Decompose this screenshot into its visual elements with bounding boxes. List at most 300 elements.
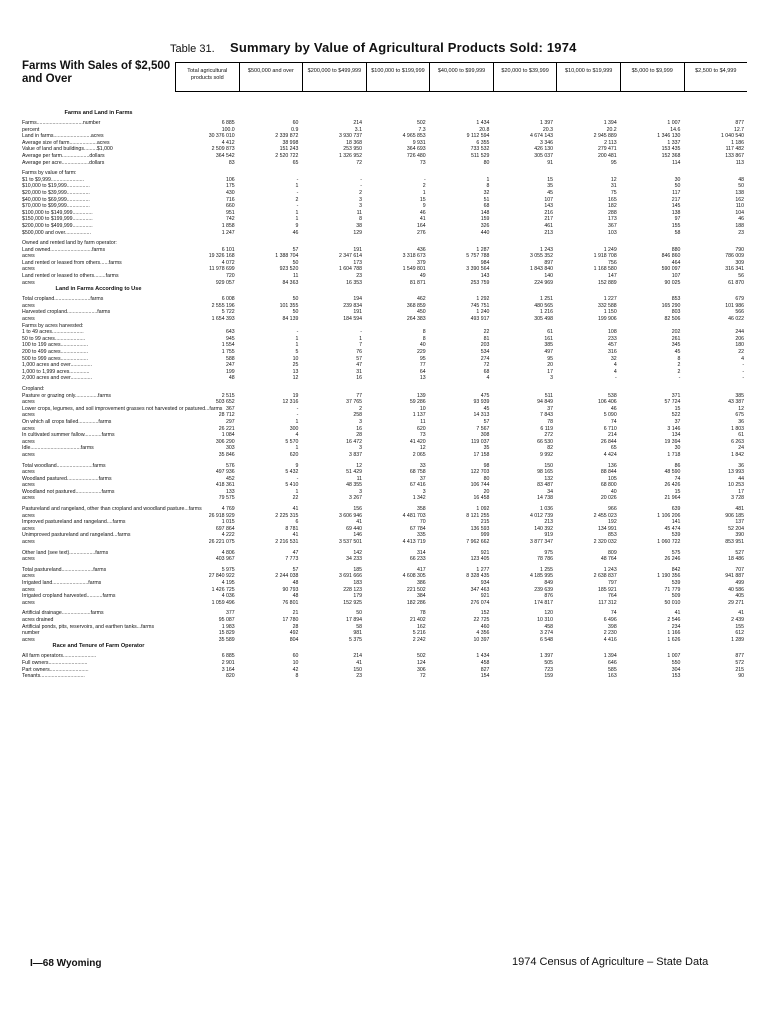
table-cell: 304 xyxy=(671,666,681,673)
table-cell: 6 xyxy=(295,519,299,526)
table-cell: 3 xyxy=(422,488,426,495)
row-label: Average size of farm...................acres xyxy=(22,139,110,146)
table-cell: 15 xyxy=(419,196,426,203)
table-row xyxy=(22,253,748,260)
table-cell: 79 575 xyxy=(218,495,235,502)
table-cell: 150 xyxy=(544,462,554,469)
table-cell xyxy=(493,323,557,330)
table-cell: 14.6 xyxy=(670,126,681,133)
row-label: acres xyxy=(22,399,35,406)
row-label: Improved pastureland and rangeland....farms xyxy=(22,519,126,526)
table-cell: 464 xyxy=(671,259,681,266)
table-cell: 36 xyxy=(738,418,745,425)
table-cell: 1 394 xyxy=(603,653,617,660)
table-cell: 612 xyxy=(735,630,745,637)
table-cell: 941 887 xyxy=(725,573,745,580)
table-cell: 84 139 xyxy=(282,316,299,323)
table-cell: 44 xyxy=(738,475,745,482)
table-cell: 75 xyxy=(610,189,617,196)
table-cell: 804 xyxy=(289,636,299,643)
row-label: 100 to 199 acres................... xyxy=(22,342,89,349)
table-cell xyxy=(366,323,430,330)
table-cell: 15 xyxy=(547,176,554,183)
table-row xyxy=(22,600,748,607)
table-cell: 3 xyxy=(359,418,363,425)
table-cell: 897 xyxy=(544,259,554,266)
row-label: Owned and rented land by farm operator: xyxy=(22,240,117,247)
table-cell: - xyxy=(423,176,426,183)
table-cell xyxy=(239,240,303,247)
row-label: $500,000 and over.................. xyxy=(22,229,91,236)
table-cell: 18 368 xyxy=(346,139,363,146)
table-cell: 185 xyxy=(353,566,363,573)
table-row xyxy=(22,190,748,197)
table-cell: 3 164 xyxy=(221,666,235,673)
table-cell: 306 xyxy=(417,666,426,673)
table-cell: 140 xyxy=(544,273,554,280)
table-cell: 134 xyxy=(671,432,681,439)
table-row xyxy=(22,550,748,557)
table-cell: 756 xyxy=(608,259,617,266)
table-cell: 503 652 xyxy=(215,399,235,406)
table-cell: 152 xyxy=(480,610,490,617)
table-cell: 5 410 xyxy=(285,482,299,489)
table-cell: 215 xyxy=(480,519,490,526)
table-cell: 417 xyxy=(417,566,426,573)
table-cell: 74 xyxy=(610,610,617,617)
table-cell: 22 725 xyxy=(473,616,490,623)
table-cell: - xyxy=(360,183,363,190)
table-cell: 46 xyxy=(610,405,617,412)
table-cell: 133 867 xyxy=(725,152,745,159)
table-cell: 6 008 xyxy=(221,296,235,303)
table-cell: 733 532 xyxy=(470,146,490,153)
table-cell: 620 xyxy=(417,425,426,432)
table-cell: 90 793 xyxy=(282,586,299,593)
table-cell: 48 590 xyxy=(664,469,681,476)
table-row xyxy=(22,316,748,323)
table-cell: 6 885 xyxy=(221,120,235,126)
table-cell: 306 290 xyxy=(215,438,235,445)
table-cell: 141 xyxy=(671,519,681,526)
row-label: Total woodland.........................farms xyxy=(22,462,106,469)
row-label: $10,000 to $19,999................ xyxy=(22,183,90,190)
table-cell: 0.9 xyxy=(291,126,299,133)
table-cell: 590 097 xyxy=(661,266,681,273)
table-cell: 314 xyxy=(417,549,426,556)
table-cell: 173 xyxy=(608,216,617,223)
table-cell: 10 310 xyxy=(537,616,554,623)
table-cell: 6 101 xyxy=(221,246,235,253)
table-cell: 175 xyxy=(226,183,235,190)
table-cell: 65 xyxy=(610,445,617,452)
table-cell: 66 233 xyxy=(409,556,426,563)
table-cell: 20 026 xyxy=(600,495,617,502)
table-cell: 6 119 xyxy=(540,425,554,432)
table-row xyxy=(22,216,748,223)
table-cell: 951 xyxy=(226,209,235,216)
table-cell: 21 402 xyxy=(409,616,426,623)
row-label: acres xyxy=(22,438,35,445)
table-cell: 11 xyxy=(356,209,363,216)
table-cell: 41 xyxy=(738,610,745,617)
table-cell: 4 012 739 xyxy=(529,512,554,519)
table-cell: 29 271 xyxy=(728,599,745,606)
table-cell xyxy=(239,386,303,393)
table-cell: 107 xyxy=(544,196,554,203)
table-cell: 72 xyxy=(419,673,426,680)
table-cell: 174 817 xyxy=(534,599,554,606)
table-cell: 5 375 xyxy=(349,636,363,643)
table-cell: 906 185 xyxy=(725,512,745,519)
row-label: $40,000 to $69,999................ xyxy=(22,196,90,203)
table-cell xyxy=(557,170,621,177)
table-cell: 809 xyxy=(608,549,617,556)
table-cell: 81 xyxy=(483,335,490,342)
table-cell: 707 xyxy=(735,566,745,573)
table-cell: 17 894 xyxy=(346,616,363,623)
table-cell: 440 xyxy=(480,229,490,236)
row-label: Average per farm...................dollars xyxy=(22,152,105,159)
table-cell: 50 xyxy=(292,309,299,316)
table-cell: 1 326 952 xyxy=(338,152,363,159)
table-cell: 253 950 xyxy=(343,146,363,153)
table-cell: 576 xyxy=(226,462,235,469)
table-cell: 3 055 352 xyxy=(529,253,554,260)
table-cell: 67 416 xyxy=(409,482,426,489)
table-cell: 2 320 032 xyxy=(593,539,617,546)
table-cell xyxy=(493,386,557,393)
table-cell: 17 xyxy=(738,488,745,495)
table-cell: 921 xyxy=(480,593,490,600)
table-row xyxy=(22,426,748,433)
table-cell xyxy=(430,240,494,247)
table-cell: 72 xyxy=(483,362,490,369)
table-cell: 5 757 788 xyxy=(466,253,490,260)
table-cell: 384 xyxy=(417,593,426,600)
table-cell: 15 xyxy=(674,488,681,495)
row-label: 50 to 99 acres..................... xyxy=(22,335,86,342)
table-cell: 37 xyxy=(674,418,681,425)
table-row xyxy=(22,463,748,470)
table-cell: 203 xyxy=(480,342,490,349)
table-cell: 59 286 xyxy=(409,399,426,406)
table-cell: 106 406 xyxy=(597,399,617,406)
table-row xyxy=(22,637,748,644)
table-cell: 398 xyxy=(608,623,617,630)
table-cell: 276 xyxy=(417,229,426,236)
row-label: Artificial drainage....................farms xyxy=(22,610,104,617)
table-cell: 1 337 xyxy=(667,139,681,146)
table-cell: 90 xyxy=(738,673,745,680)
table-cell: 1 059 496 xyxy=(211,599,235,606)
table-cell: 50 010 xyxy=(664,599,681,606)
table-cell xyxy=(430,170,494,177)
table-cell: 90 025 xyxy=(664,279,681,286)
table-cell: 12 xyxy=(356,462,363,469)
table-cell: 1 255 xyxy=(540,566,554,573)
row-label: $100,000 to $149,999.............. xyxy=(22,209,93,216)
table-cell: - xyxy=(678,375,681,382)
section-heading xyxy=(22,643,748,653)
table-cell: 2 638 837 xyxy=(593,573,617,580)
table-cell: 919 xyxy=(544,532,554,539)
table-row xyxy=(22,203,748,210)
table-cell: 13 xyxy=(419,375,426,382)
table-cell: 45 xyxy=(547,189,554,196)
table-cell: 10 253 xyxy=(728,482,745,489)
table-row xyxy=(22,439,748,446)
table-cell: 457 xyxy=(608,342,617,349)
table-cell: 538 xyxy=(608,392,617,399)
table-cell: 50 xyxy=(292,296,299,303)
table-cell: 229 xyxy=(417,349,426,355)
table-cell: 15 829 xyxy=(218,630,235,637)
table-cell: 6 710 xyxy=(603,425,617,432)
table-cell: 2 439 xyxy=(731,616,745,623)
table-cell: 101 355 xyxy=(279,302,299,309)
table-cell: 154 xyxy=(480,673,490,680)
table-cell: 5 432 xyxy=(285,469,299,476)
table-cell: 258 xyxy=(353,412,363,419)
table-row xyxy=(22,375,748,382)
table-row xyxy=(22,617,748,624)
table-cell: 1 186 xyxy=(731,139,745,146)
table-cell: 21 xyxy=(292,610,299,617)
table-cell: 82 xyxy=(547,445,554,452)
table-cell: 88 844 xyxy=(600,469,617,476)
table-cell: 5 xyxy=(295,349,299,355)
table-row xyxy=(22,587,748,594)
table-cell: 1 015 xyxy=(221,519,235,526)
table-row xyxy=(22,336,748,343)
table-cell: - xyxy=(296,189,299,196)
row-label: acres drained xyxy=(22,616,54,623)
table-cell: 18 486 xyxy=(728,556,745,563)
table-cell: 4 xyxy=(486,375,490,382)
row-label: Woodland not pastured..................farms xyxy=(22,488,115,495)
table-cell: 8 xyxy=(486,183,490,190)
table-cell: 233 xyxy=(608,335,617,342)
column-header: $20,000 to $39,999 xyxy=(493,63,557,91)
table-cell: 74 xyxy=(674,475,681,482)
table-cell: 215 xyxy=(735,666,745,673)
table-cell: 94 849 xyxy=(537,399,554,406)
table-cell: 1 166 xyxy=(667,630,681,637)
table-cell: 3 267 xyxy=(349,495,363,502)
table-cell: 77 xyxy=(356,392,363,399)
table-cell: 4 xyxy=(741,355,745,362)
table-cell: 40 xyxy=(610,488,617,495)
table-cell: 3 xyxy=(359,203,363,210)
table-cell: 790 xyxy=(735,246,745,253)
table-cell: 134 991 xyxy=(597,525,617,532)
table-cell: 35 xyxy=(483,445,490,452)
table-cell: 23 xyxy=(738,229,745,236)
table-cell: 639 xyxy=(671,506,681,513)
table-cell: 106 xyxy=(226,176,235,183)
table-cell: 405 xyxy=(735,593,745,600)
table-cell: 502 xyxy=(417,120,426,126)
row-label: Artificial ponds, pits, reservoirs, and earthen tanks...farms xyxy=(22,623,155,630)
table-row xyxy=(22,432,748,439)
table-cell: 57 xyxy=(356,355,363,362)
table-cell: 846 860 xyxy=(661,253,681,260)
column-header: $500,000 and over xyxy=(239,63,303,91)
table-cell: 60 xyxy=(292,120,299,126)
table-cell: 50 xyxy=(674,183,681,190)
table-cell: 26 918 929 xyxy=(208,512,235,519)
table-cell: 720 xyxy=(226,273,235,280)
table-cell: 52 204 xyxy=(728,525,745,532)
table-cell: 191 xyxy=(353,246,363,253)
table-cell: 876 xyxy=(544,593,554,600)
table-cell: 214 xyxy=(608,432,617,439)
table-cell: 797 xyxy=(608,580,617,586)
table-cell: 143 xyxy=(544,203,554,210)
table-cell: 117 xyxy=(672,189,681,196)
table-cell: 853 xyxy=(671,296,681,303)
table-cell: 8 xyxy=(677,355,681,362)
row-label: Harvested cropland.....................farms xyxy=(22,309,111,316)
table-cell: 57 xyxy=(483,418,490,425)
table-cell: 4 424 xyxy=(603,451,617,458)
table-cell: 104 xyxy=(735,209,745,216)
table-cell: 46 xyxy=(419,209,426,216)
table-cell: 4 xyxy=(613,362,617,369)
table-cell: 1 xyxy=(295,445,299,452)
table-cell: 534 xyxy=(480,349,490,355)
table-cell: 2 xyxy=(677,362,681,369)
table-cell: 202 xyxy=(671,329,681,336)
table-cell: 35 589 xyxy=(218,636,235,643)
table-row xyxy=(22,323,748,330)
table-cell: 98 xyxy=(483,462,490,469)
table-cell: 316 341 xyxy=(725,266,745,273)
table-cell: - xyxy=(296,329,299,336)
table-cell: 43 387 xyxy=(728,399,745,406)
row-label: $150,000 to $199,999.............. xyxy=(22,216,93,223)
table-cell: 511 xyxy=(544,392,554,399)
table-row xyxy=(22,160,748,167)
table-cell: 1 718 xyxy=(667,451,681,458)
table-cell: 2 347 614 xyxy=(338,253,363,260)
table-cell: 213 xyxy=(544,229,554,236)
row-label: acres xyxy=(22,586,35,593)
table-cell: 45 474 xyxy=(664,525,681,532)
table-cell: 460 xyxy=(480,623,490,630)
table-cell: 19 xyxy=(292,392,299,399)
row-label: Farms by acres harvested: xyxy=(22,322,84,329)
table-cell: - xyxy=(614,375,617,382)
table-row xyxy=(22,329,748,336)
row-label: 1 to 49 acres...................... xyxy=(22,329,84,336)
row-label: 2,000 acres and over............... xyxy=(22,375,93,382)
row-label: Land in farms..........................acres xyxy=(22,133,104,140)
table-cell: 26 221 075 xyxy=(208,539,235,546)
table-cell: 877 xyxy=(735,120,745,126)
table-row xyxy=(22,210,748,217)
table-cell: 67 784 xyxy=(409,525,426,532)
row-label: Irrigated cropland harvested...........farms xyxy=(22,593,116,600)
table-cell: 42 xyxy=(292,666,299,673)
table-title xyxy=(170,40,770,55)
row-label: 1,000 to 1,999 acres.............. xyxy=(22,368,90,375)
table-cell: 244 xyxy=(735,329,745,336)
row-label: $1 to $9,999....................... xyxy=(22,176,84,183)
table-cell xyxy=(302,323,366,330)
table-cell: - xyxy=(360,176,363,183)
table-cell: 2 230 xyxy=(603,630,617,637)
table-cell: 200 481 xyxy=(597,152,617,159)
table-row xyxy=(22,539,748,546)
row-label: $70,000 to $99,999................ xyxy=(22,203,90,210)
table-row xyxy=(22,393,748,400)
table-cell xyxy=(175,386,239,393)
table-cell: 68 xyxy=(483,368,490,375)
row-label: acres xyxy=(22,253,35,260)
table-cell xyxy=(175,323,239,330)
table-row xyxy=(22,273,748,280)
table-cell: 80 xyxy=(483,475,490,482)
table-cell: 46 xyxy=(738,216,745,223)
table-cell: 73 xyxy=(419,159,426,166)
table-cell: 803 xyxy=(671,309,681,316)
table-cell: 239 834 xyxy=(343,302,363,309)
table-row xyxy=(22,519,748,526)
table-cell: 137 xyxy=(735,519,745,526)
table-row xyxy=(22,342,748,349)
table-cell: 26 221 xyxy=(218,425,235,432)
table-cell: 46 xyxy=(292,229,299,236)
table-cell: 853 951 xyxy=(725,539,745,546)
table-row xyxy=(22,556,748,563)
table-cell: 8 121 255 xyxy=(466,512,490,519)
table-cell: 923 520 xyxy=(279,266,299,273)
table-cell: 3 xyxy=(359,488,363,495)
table-cell: 2 546 xyxy=(667,616,681,623)
table-cell: 11 xyxy=(356,475,363,482)
table-cell: 50 xyxy=(738,183,745,190)
table-cell: 426 130 xyxy=(534,146,554,153)
table-cell: 3 146 xyxy=(667,425,681,432)
table-cell: 35 xyxy=(547,183,554,190)
table-cell: 113 xyxy=(735,159,745,166)
table-cell: 30 376 010 xyxy=(208,133,235,140)
table-cell: 418 361 xyxy=(215,482,235,489)
table-cell: 13 xyxy=(292,368,299,375)
table-main-title: Summary by Value of Agricultural Products Sold: 1974 xyxy=(230,40,577,55)
table-cell: 50 xyxy=(356,610,363,617)
table-cell: 103 xyxy=(608,229,617,236)
table-cell xyxy=(493,170,557,177)
table-row xyxy=(22,630,748,637)
table-row xyxy=(22,593,748,600)
table-cell: 2 xyxy=(295,196,299,203)
table-cell: 305 037 xyxy=(534,152,554,159)
table-cell: 981 xyxy=(353,630,363,637)
table-cell: 105 xyxy=(608,475,617,482)
table-cell: 458 xyxy=(544,623,554,630)
table-cell: 48 xyxy=(738,176,745,183)
column-header: $10,000 to $19,999 xyxy=(556,63,620,91)
table-row xyxy=(22,624,748,631)
table-cell: 697 864 xyxy=(215,525,235,532)
table-cell: 1 626 xyxy=(667,636,681,643)
table-cell: 22 xyxy=(292,495,299,502)
table-cell: 20 xyxy=(483,488,490,495)
table-cell xyxy=(684,323,748,330)
